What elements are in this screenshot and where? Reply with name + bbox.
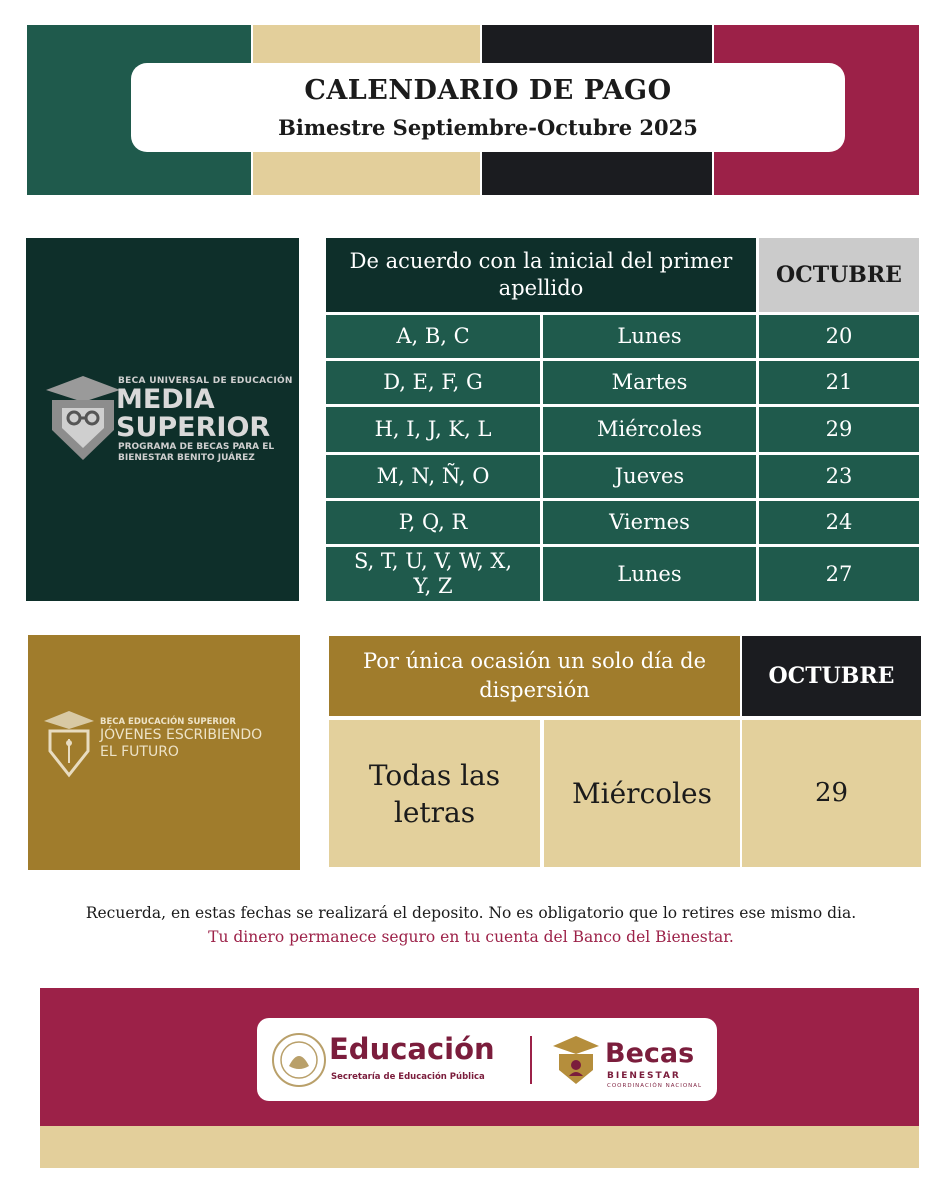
- coordinacion-label: COORDINACIÓN NACIONAL: [607, 1083, 703, 1089]
- table1-row-day: Lunes: [543, 547, 756, 601]
- table1-row-letters: A, B, C: [326, 315, 540, 358]
- table1-row-date: 21: [759, 361, 919, 404]
- becas-wordmark: Becas: [605, 1038, 695, 1069]
- mexico-seal-icon: [271, 1032, 327, 1088]
- media-superior-logo-panel: [26, 238, 299, 601]
- table1-row-letters: H, I, J, K, L: [326, 407, 540, 452]
- table1-row-day: Lunes: [543, 315, 756, 358]
- logo-title-superior: SUPERIOR: [116, 412, 271, 443]
- footer-gold-band: [40, 1126, 919, 1168]
- table1-row-day: Jueves: [543, 455, 756, 498]
- table1-row-letters: M, N, Ñ, O: [326, 455, 540, 498]
- logo-caption-1: PROGRAMA DE BECAS PARA EL: [118, 442, 275, 452]
- table1-header: De acuerdo con la inicial del primer apellido: [326, 238, 756, 312]
- jovenes-logo-panel: [28, 635, 300, 870]
- bienestar-label: BIENESTAR: [607, 1071, 681, 1081]
- table2-header: Por única ocasión un solo día de dispersión: [329, 636, 740, 716]
- reminder-note: Recuerda, en estas fechas se realizará el deposito. No es obligatorio que lo retires ese mismo dia.: [85, 904, 857, 922]
- footer-logo-card: [257, 1018, 717, 1101]
- table1-row-date: 23: [759, 455, 919, 498]
- table2-day: Miércoles: [544, 720, 740, 867]
- table1-row-day: Miércoles: [543, 407, 756, 452]
- becas-logo-icon: [551, 1034, 601, 1086]
- logo-title-jovenes: JÓVENES ESCRIBIENDO: [100, 727, 263, 743]
- table2-date: 29: [742, 720, 921, 867]
- table2-month: OCTUBRE: [742, 636, 921, 716]
- table1-row-date: 24: [759, 501, 919, 544]
- title-box: [131, 63, 845, 152]
- table1-month: OCTUBRE: [759, 238, 919, 312]
- table1-row-date: 20: [759, 315, 919, 358]
- table1-row-date: 27: [759, 547, 919, 601]
- logo-label: BECA UNIVERSAL DE EDUCACIÓN: [118, 376, 293, 386]
- table1-row-day: Martes: [543, 361, 756, 404]
- page-title: CALENDARIO DE PAGO: [304, 75, 672, 106]
- table1-row-date: 29: [759, 407, 919, 452]
- page-subtitle: Bimestre Septiembre-Octubre 2025: [278, 115, 698, 140]
- educacion-wordmark: Educación: [329, 1032, 495, 1066]
- table1-row-letters: P, Q, R: [326, 501, 540, 544]
- logo-caption-2: BIENESTAR BENITO JUÁREZ: [118, 453, 255, 463]
- graduation-shield-icon: [38, 372, 128, 462]
- logo-title-futuro: EL FUTURO: [100, 744, 179, 760]
- logo-title-media: MEDIA: [116, 384, 215, 415]
- pen-nib-icon: [40, 709, 98, 779]
- table1-row-letters: D, E, F, G: [326, 361, 540, 404]
- safety-note: Tu dinero permanece seguro en tu cuenta del Banco del Bienestar.: [208, 928, 734, 946]
- table2-letters: Todas las letras: [329, 720, 540, 867]
- table1-row-day: Viernes: [543, 501, 756, 544]
- logo-label: BECA EDUCACIÓN SUPERIOR: [100, 717, 236, 727]
- table1-row-letters: S, T, U, V, W, X, Y, Z: [326, 547, 540, 601]
- sep-label: Secretaría de Educación Pública: [331, 1072, 485, 1082]
- divider: [530, 1036, 532, 1084]
